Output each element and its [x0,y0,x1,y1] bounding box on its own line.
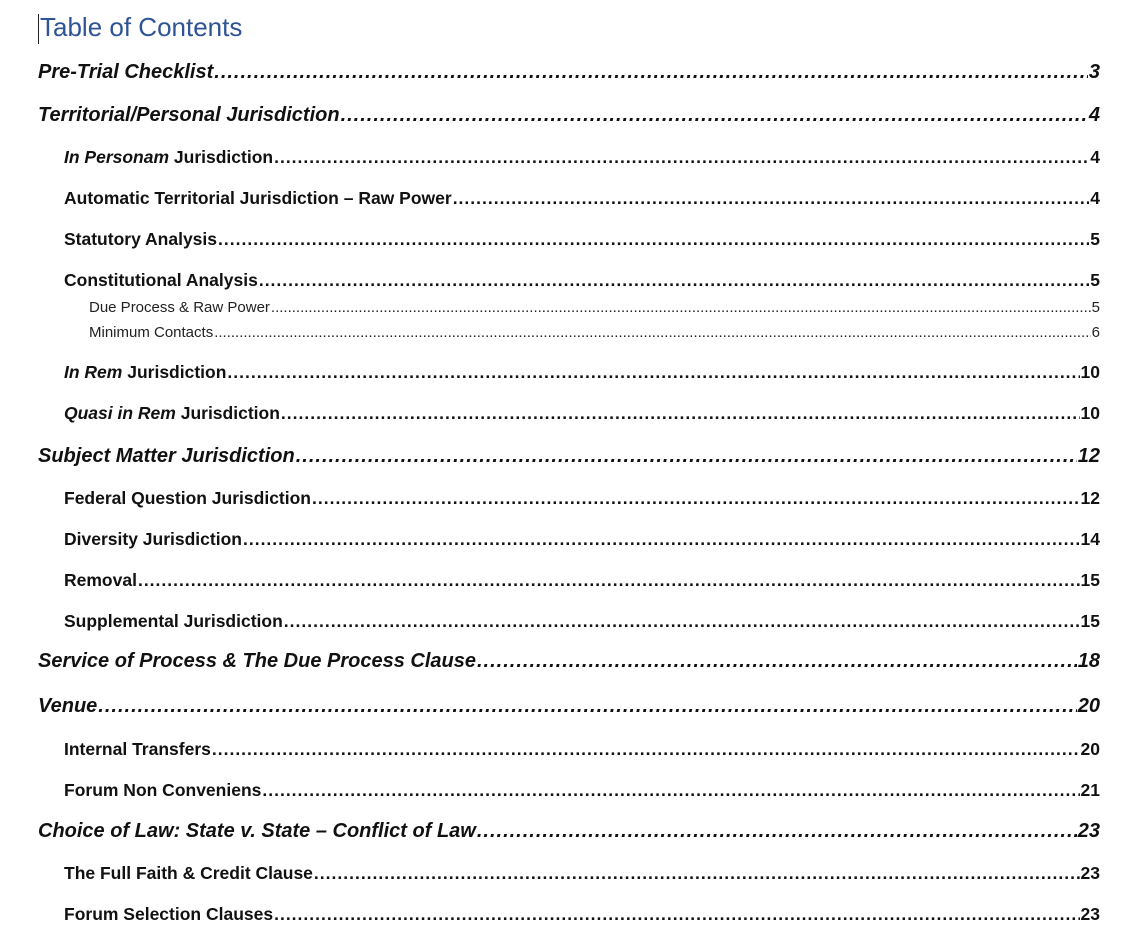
toc-entry-page: 14 [1080,529,1100,549]
toc-entry-title-rest: Jurisdiction [175,403,280,423]
dot-leader [281,403,1080,424]
toc-entry-title [64,362,226,383]
toc-entry[interactable] [64,611,1100,637]
toc-entry-title: Removal [64,570,137,590]
toc-entry-page: 3 [1088,61,1100,83]
toc-entry[interactable] [64,904,1100,930]
dot-leader [477,650,1077,673]
toc-entry[interactable] [89,299,1100,321]
toc-entry-title: Federal Question Jurisdiction [64,488,311,508]
toc-entry-title: The Full Faith & Credit Clause [64,863,313,883]
toc-entry-italic: In Personam [64,147,170,167]
toc-entry-page: 23 [1077,820,1100,842]
dot-leader [259,270,1089,291]
toc-entry-italic: In Rem [64,362,123,382]
toc-entry[interactable] [64,229,1100,255]
dot-leader [314,863,1080,884]
toc-entry-page: 10 [1080,362,1100,382]
dot-leader [243,529,1080,550]
toc-entry-page: 5 [1090,270,1100,290]
toc-entry-page: 10 [1080,403,1100,423]
dot-leader [218,229,1089,250]
dot-leader [214,61,1088,84]
toc-entry-page: 18 [1077,650,1100,672]
toc-entry[interactable] [64,188,1100,214]
toc-entry-title: Constitutional Analysis [64,270,258,290]
toc-entry[interactable] [64,488,1100,514]
dot-leader [284,611,1080,632]
toc-entry[interactable] [64,739,1100,765]
toc-entry-page: 20 [1080,739,1100,759]
dot-leader [98,695,1076,718]
dot-leader [227,362,1079,383]
dot-leader [271,299,1091,316]
toc-entry[interactable] [64,863,1100,889]
toc-entry-page: 6 [1091,324,1100,341]
toc-entry-page: 20 [1077,695,1100,717]
toc-entry-title: Territorial/Personal Jurisdiction [38,104,340,126]
dot-leader [477,820,1077,843]
dot-leader [453,188,1090,209]
toc-entry-title: Statutory Analysis [64,229,218,249]
toc-entry[interactable] [38,104,1100,134]
toc-entry[interactable] [64,147,1100,173]
toc-entry-title: Due Process & Raw Power [89,299,270,316]
toc-entry-title [64,147,273,168]
toc-entry[interactable] [89,324,1100,346]
toc-entry-italic: Quasi in Rem [64,403,176,423]
toc-entry-title-rest: Jurisdiction [122,362,227,382]
toc-entry-page: 21 [1080,780,1100,800]
toc-entry[interactable] [38,820,1100,850]
toc-entry-title: Minimum Contacts [89,324,214,341]
toc-entry[interactable] [64,362,1100,388]
toc-entry-page: 4 [1088,104,1100,126]
toc-entry-page: 5 [1091,299,1100,316]
dot-leader [262,780,1079,801]
dot-leader [214,324,1090,341]
toc-entry-title: Subject Matter Jurisdiction [38,445,295,467]
toc-entry-title: Automatic Territorial Jurisdiction – Raw Power [64,188,452,208]
toc-entry-title-rest: Jurisdiction [169,147,274,167]
toc-entry[interactable] [64,780,1100,806]
toc-entry-page: 4 [1090,147,1100,167]
toc-entry[interactable] [38,650,1100,680]
dot-leader [274,904,1079,925]
toc-entry-title: Pre-Trial Checklist [38,61,214,83]
toc-entry-title: Diversity Jurisdiction [64,529,242,549]
toc-entry[interactable] [64,570,1100,596]
toc-entry-title: Internal Transfers [64,739,211,759]
toc-entry-page: 15 [1080,570,1100,590]
dot-leader [296,445,1077,468]
toc-entry[interactable] [64,403,1100,429]
toc-entry-page: 12 [1080,488,1100,508]
toc-entry-title: Service of Process & The Due Process Clause [38,650,476,672]
toc-entry-page: 15 [1080,611,1100,631]
toc-heading: Table of Contents [40,12,243,42]
toc-entry-page: 12 [1077,445,1100,467]
toc-entry-page: 4 [1090,188,1100,208]
toc-entry[interactable] [38,695,1100,725]
toc-entry[interactable] [64,270,1100,296]
toc-entry-title: Forum Selection Clauses [64,904,274,924]
dot-leader [138,570,1080,591]
toc-entry[interactable] [38,445,1100,475]
toc-entry-title: Venue [38,695,98,717]
toc-entry-page: 5 [1090,229,1100,249]
dot-leader [212,739,1080,760]
dot-leader [341,104,1088,127]
toc-entry-page: 23 [1080,904,1100,924]
toc-entry-title: Choice of Law: State v. State – Conflict of Law [38,820,476,842]
toc-entry-page: 23 [1080,863,1100,883]
toc-entry-title: Forum Non Conveniens [64,780,262,800]
toc-entry[interactable] [38,61,1100,91]
dot-leader [312,488,1080,509]
toc-entry-title [64,403,280,424]
toc-entry[interactable] [64,529,1100,555]
dot-leader [274,147,1089,168]
toc-entry-title: Supplemental Jurisdiction [64,611,283,631]
